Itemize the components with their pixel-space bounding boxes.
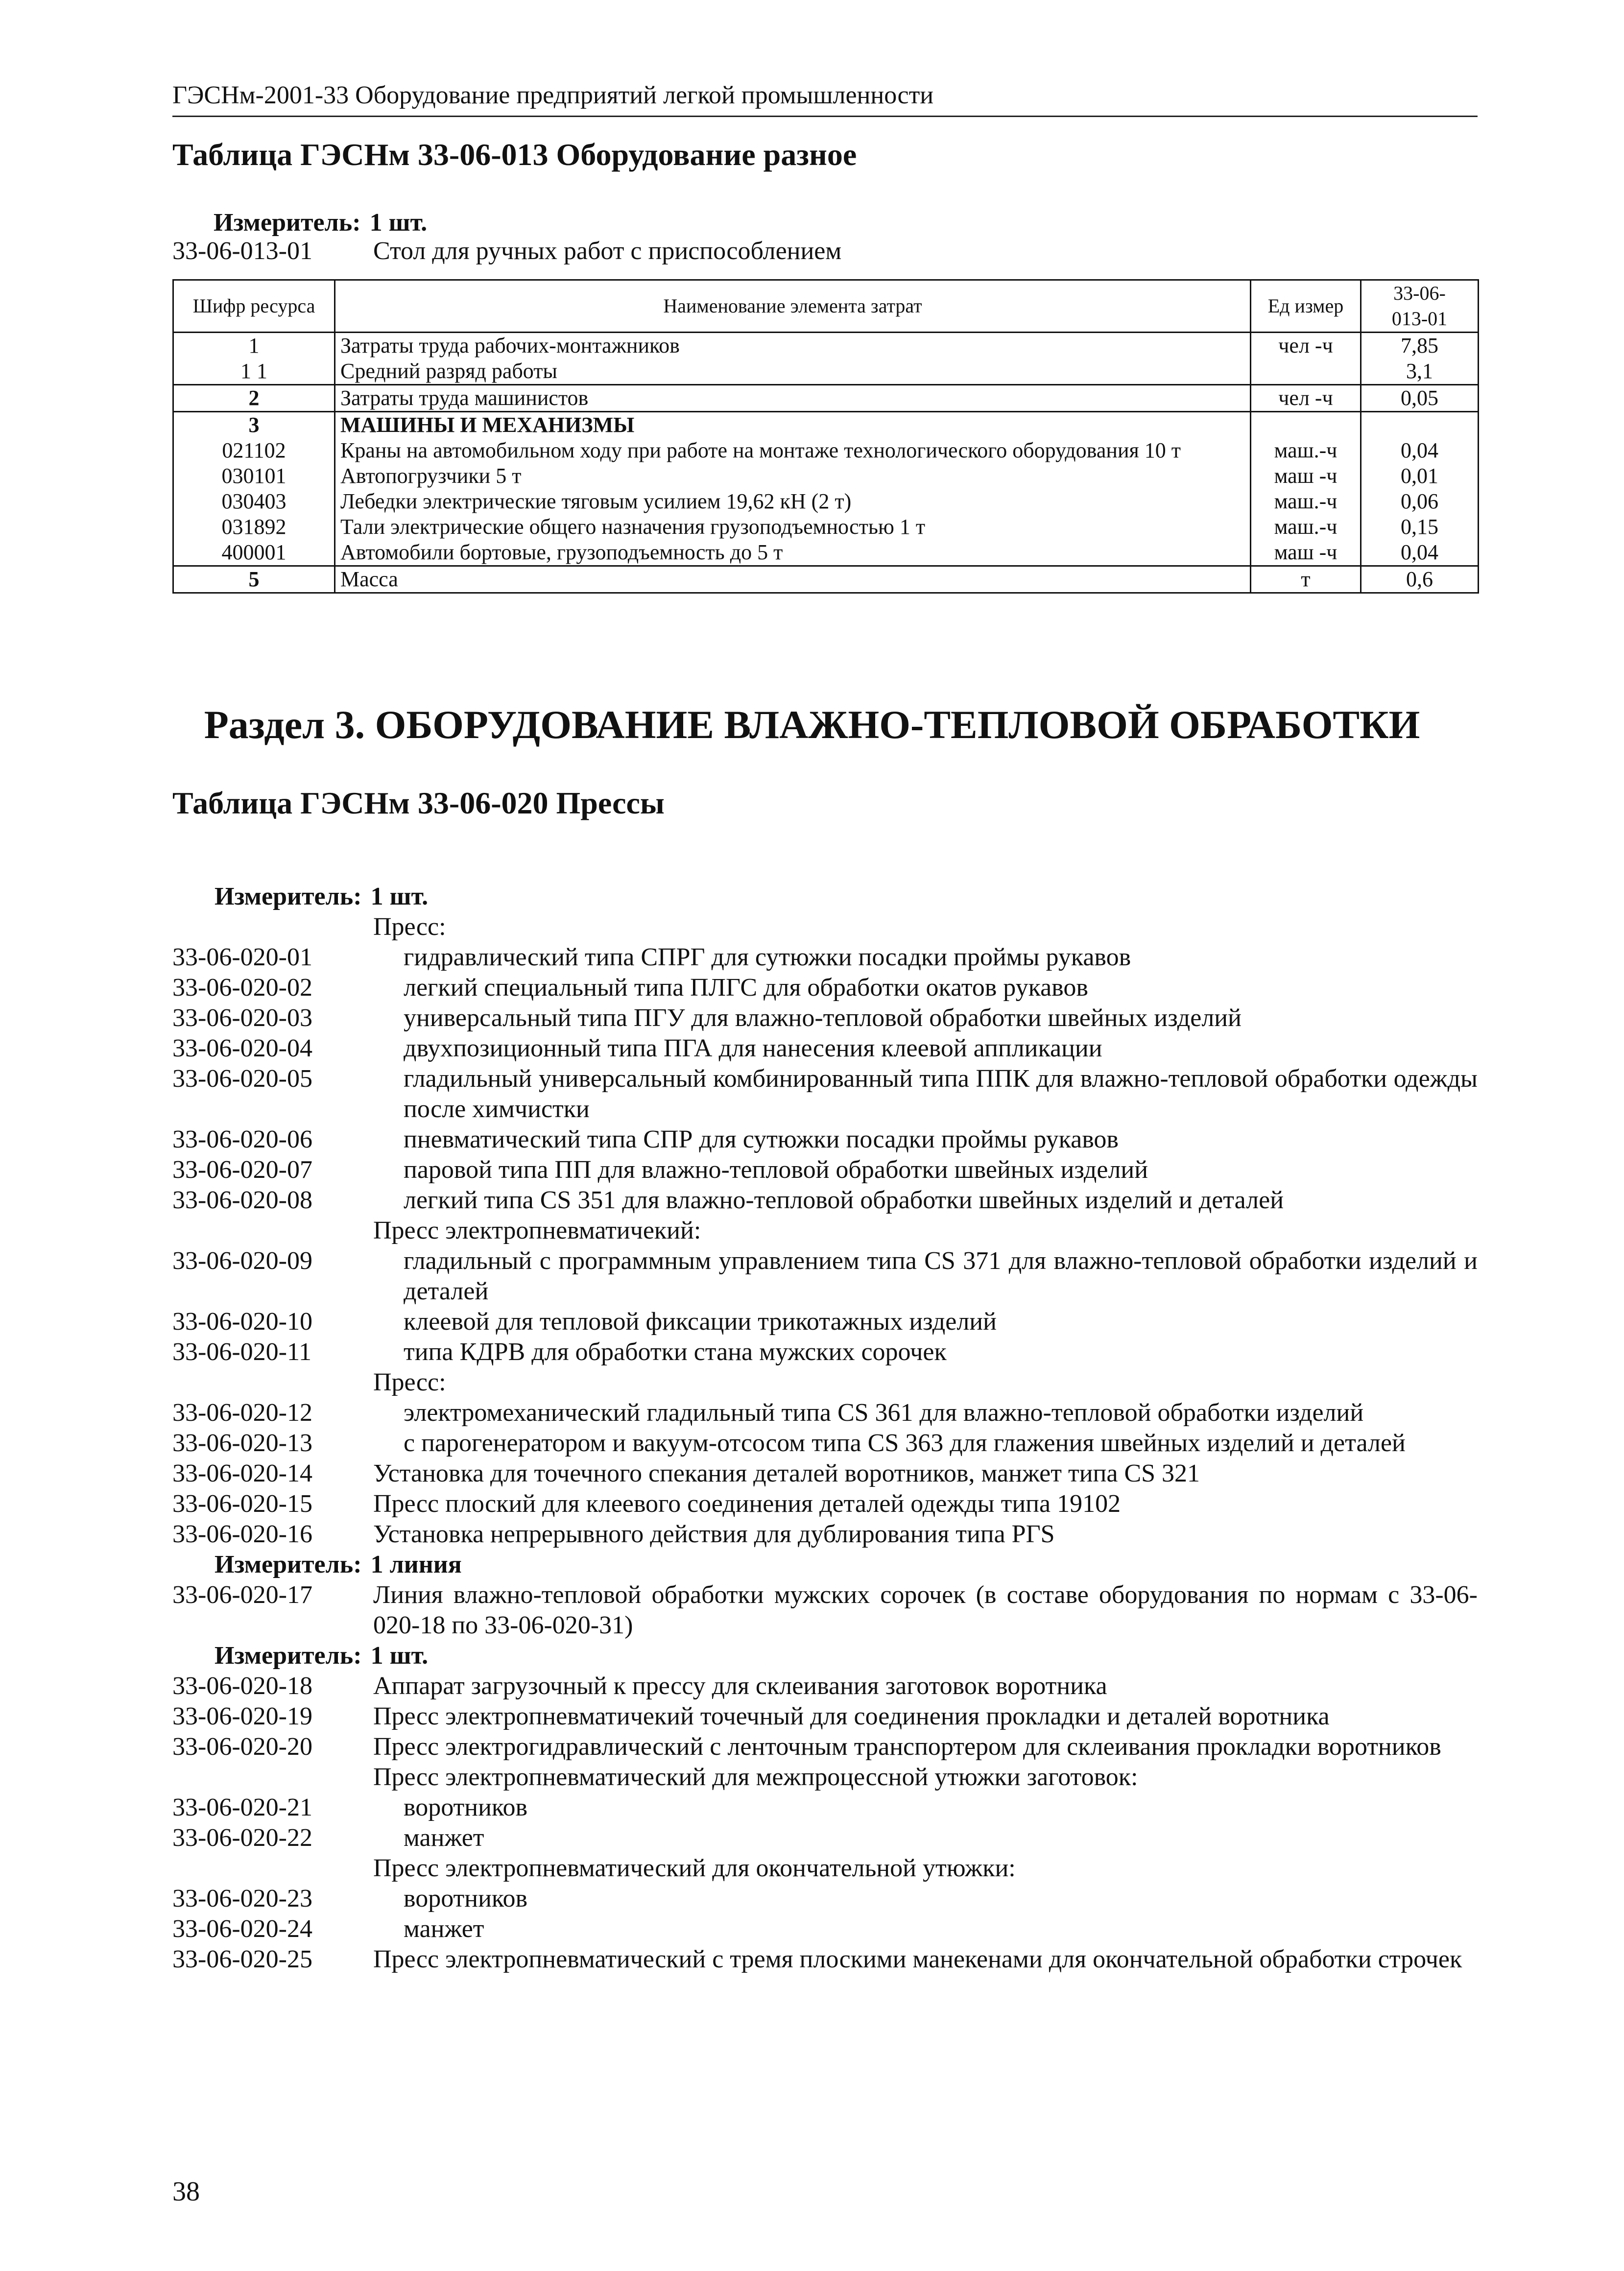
item-code: 33-06-020-02 [172,974,312,1002]
group-heading-text: Пресс электропневматический для окончательной утюжки: [373,1854,1016,1882]
list-item [172,1519,1478,1550]
item-code: 33-06-020-08 [172,1186,312,1214]
item-text: Пресс электропневматический с тремя плоскими манекенами для окончательной обработки строчек [373,1945,1462,1973]
row-name: Затраты труда рабочих-монтажников [335,333,1251,359]
row-name: Краны на автомобильном ходу при работе на монтаже технологического оборудования 10 т [335,438,1251,463]
row-code: 021102 [173,438,335,463]
group-heading [172,1216,1478,1246]
item-text: типа КДРВ для обработки стана мужских сорочек [404,1338,947,1366]
item-code: 33-06-020-11 [172,1338,312,1366]
item-code: 33-06-020-05 [172,1065,312,1093]
section-title: Раздел 3. ОБОРУДОВАНИЕ ВЛАЖНО-ТЕПЛОВОЙ ОБРАБОТКИ [204,702,1420,747]
item-text: Установка для точечного спекания деталей воротников, манжет типа CS 321 [373,1459,1200,1487]
item-text: клеевой для тепловой фиксации трикотажных изделий [404,1308,997,1336]
group-heading [172,1367,1478,1398]
list-item [172,1033,1478,1064]
row-code: 3 [173,412,335,438]
item-text: Пресс электропневматичекий точечный для соединения прокладки и деталей воротника [373,1702,1330,1730]
item-code: 33-06-020-20 [172,1733,312,1761]
item-text: с парогенератором и вакуум-отсосом типа CS 363 для глажения швейных изделий и деталей [404,1429,1406,1457]
list-item [172,1064,1478,1124]
list-item [172,1671,1478,1701]
row-name: Масса [335,566,1251,593]
list-item [172,1914,1478,1944]
item-code: 33-06-020-13 [172,1429,312,1457]
list-item [172,1124,1478,1155]
measure-line [214,208,436,238]
list-item [172,1793,1478,1823]
row-value: 3,1 [1361,359,1479,385]
measure-value: 1 шт. [369,209,428,237]
item-code: 33-06-020-24 [172,1915,312,1943]
col-code-header: Шифр ресурса [173,280,335,333]
item-text: Пресс плоский для клеевого соединения деталей одежды типа 19102 [373,1490,1121,1518]
item-text: гладильный с программным управлением типа CS 371 для влажно-тепловой обработки изделий и деталей [404,1247,1478,1305]
col-name-header: Наименование элемента затрат [335,280,1251,333]
table-row [173,359,1479,385]
item-code: 33-06-020-18 [172,1672,312,1700]
row-name: МАШИНЫ И МЕХАНИЗМЫ [335,412,1251,438]
row-value: 0,05 [1361,385,1479,412]
row-code: 031892 [173,514,335,540]
measure-label: Измеритель: [215,1551,362,1578]
table-row [173,333,1479,359]
list-item [172,1003,1478,1033]
row-value: 0,15 [1361,514,1479,540]
row-name: Автопогрузчики 5 т [335,463,1251,489]
row-name: Затраты труда машинистов [335,385,1251,412]
measure-label: Измеритель: [215,883,362,910]
list-item [172,1944,1478,1975]
item-text: манжет [404,1915,484,1943]
item-code: 33-06-020-23 [172,1885,312,1912]
row-value [1361,412,1479,438]
row-name: Тали электрические общего назначения грузоподъемностью 1 т [335,514,1251,540]
item-code: 33-06-013-01 [172,237,312,265]
col-value-header-line1: 33-06- [1393,282,1446,304]
row-unit: чел -ч [1251,385,1361,412]
group-heading-text: Пресс электропневматический для межпроцессной утюжки заготовок: [373,1763,1138,1791]
item-code: 33-06-020-03 [172,1004,312,1032]
row-name: Автомобили бортовые, грузоподъемность до 5 т [335,540,1251,566]
row-unit: маш -ч [1251,540,1361,566]
table-row [173,514,1479,540]
row-unit: маш.-ч [1251,438,1361,463]
item-text: легкий специальный типа ПЛГС для обработки окатов рукавов [404,974,1088,1002]
list-item [172,1458,1478,1489]
row-code: 030403 [173,489,335,514]
list-item [172,1489,1478,1519]
item-text: двухпозиционный типа ПГА для нанесения клеевой аппликации [404,1034,1102,1062]
group-heading-text: Пресс: [373,913,446,941]
row-value: 0,6 [1361,566,1479,593]
group-heading [172,1853,1478,1884]
measure-value: 1 шт. [370,883,429,910]
item-text: гидравлический типа СПРГ для сутюжки посадки проймы рукавов [404,943,1131,971]
list-item [172,1246,1478,1307]
item-code: 33-06-020-07 [172,1156,312,1184]
row-unit: маш -ч [1251,463,1361,489]
row-code: 5 [173,566,335,593]
table-row [173,566,1479,593]
col-value-header-line2: 013-01 [1391,308,1448,330]
table-row [173,412,1479,438]
row-value: 0,01 [1361,463,1479,489]
item-code: 33-06-020-09 [172,1247,312,1275]
row-code: 1 1 [173,359,335,385]
group-heading [172,912,1478,942]
row-unit [1251,412,1361,438]
table-row [173,540,1479,566]
group-heading-text: Пресс: [373,1368,446,1396]
row-code: 400001 [173,540,335,566]
item-text: воротников [404,1885,528,1912]
group-heading-text: Пресс электропневматичекий: [373,1217,701,1244]
list-item [172,1884,1478,1914]
row-unit: чел -ч [1251,333,1361,359]
item-code: 33-06-020-01 [172,943,312,971]
item-name: Стол для ручных работ с приспособлением [373,237,842,265]
item-text: воротников [404,1793,528,1821]
list-item [172,942,1478,973]
measure-label: Измеритель: [214,209,361,237]
item-code: 33-06-020-06 [172,1125,312,1153]
table-row [173,489,1479,514]
item-code: 33-06-020-14 [172,1459,312,1487]
table-title: Таблица ГЭСНм 33-06-020 Прессы [172,786,665,820]
item-text: универсальный типа ПГУ для влажно-тепловой обработки швейных изделий [404,1004,1242,1032]
measure-line [172,1550,1478,1580]
list-item [172,1155,1478,1185]
list-item [172,1823,1478,1853]
list-item [172,1701,1478,1732]
list-item [172,973,1478,1003]
item-code: 33-06-020-04 [172,1034,312,1062]
measure-line [172,882,1478,912]
page-number: 38 [172,2176,200,2207]
item-text: легкий типа CS 351 для влажно-тепловой обработки швейных изделий и деталей [404,1186,1284,1214]
item-code: 33-06-020-16 [172,1520,312,1548]
row-name: Средний разряд работы [335,359,1251,385]
item-text: гладильный универсальный комбинированный типа ППК для влажно-тепловой обработки одежды после химчистки [404,1065,1478,1123]
list-item [172,1185,1478,1216]
col-unit-header: Ед измер [1251,280,1361,333]
item-text: Аппарат загрузочный к прессу для склеивания заготовок воротника [373,1672,1107,1700]
running-header: ГЭСНм-2001-33 Оборудование предприятий легкой промышленности [172,81,934,109]
item-code: 33-06-020-19 [172,1702,312,1730]
row-unit: маш.-ч [1251,514,1361,540]
row-code: 030101 [173,463,335,489]
item-code: 33-06-020-12 [172,1399,312,1427]
row-unit: т [1251,566,1361,593]
measure-value: 1 линия [370,1551,462,1578]
item-text: пневматический типа СПР для сутюжки посадки проймы рукавов [404,1125,1119,1153]
item-code: 33-06-020-15 [172,1490,312,1518]
table-row [173,385,1479,412]
press-list [172,882,1478,1975]
item-text: Установка непрерывного действия для дублирования типа PГS [373,1520,1055,1548]
resource-table [172,279,1479,594]
row-name: Лебедки электрические тяговым усилием 19,62 кН (2 т) [335,489,1251,514]
item-code: 33-06-020-10 [172,1308,312,1336]
list-item [172,1732,1478,1762]
item-code: 33-06-020-21 [172,1793,312,1821]
list-item [172,1580,1478,1641]
item-code: 33-06-020-22 [172,1824,312,1852]
list-item [172,1307,1478,1337]
row-code: 2 [173,385,335,412]
table-title: Таблица ГЭСНм 33-06-013 Оборудование разное [172,137,857,172]
table-row [173,463,1479,489]
measure-label: Измеритель: [215,1642,362,1670]
group-heading [172,1762,1478,1793]
item-text: Линия влажно-тепловой обработки мужских сорочек (в составе оборудования по нормам с 33-06-020-18 по 33-06-020-31) [373,1581,1478,1639]
item-text: манжет [404,1824,484,1852]
measure-line [172,1641,1478,1671]
row-unit [1251,359,1361,385]
table-header-row [173,280,1479,333]
row-value: 0,06 [1361,489,1479,514]
list-item [172,1398,1478,1428]
row-value: 0,04 [1361,540,1479,566]
item-text: электромеханический гладильный типа CS 361 для влажно-тепловой обработки изделий [404,1399,1364,1427]
measure-value: 1 шт. [370,1642,429,1670]
table-row [173,438,1479,463]
row-code: 1 [173,333,335,359]
row-value: 0,04 [1361,438,1479,463]
item-text: паровой типа ПП для влажно-тепловой обработки швейных изделий [404,1156,1148,1184]
row-unit: маш.-ч [1251,489,1361,514]
list-item [172,1428,1478,1458]
row-value: 7,85 [1361,333,1479,359]
item-code: 33-06-020-17 [172,1581,312,1609]
header-rule [172,116,1478,117]
item-code: 33-06-020-25 [172,1945,312,1973]
item-text: Пресс электрогидравлический с ленточным транспортером для склеивания прокладки воротников [373,1733,1441,1761]
col-value-header [1361,280,1479,333]
list-item [172,1337,1478,1367]
